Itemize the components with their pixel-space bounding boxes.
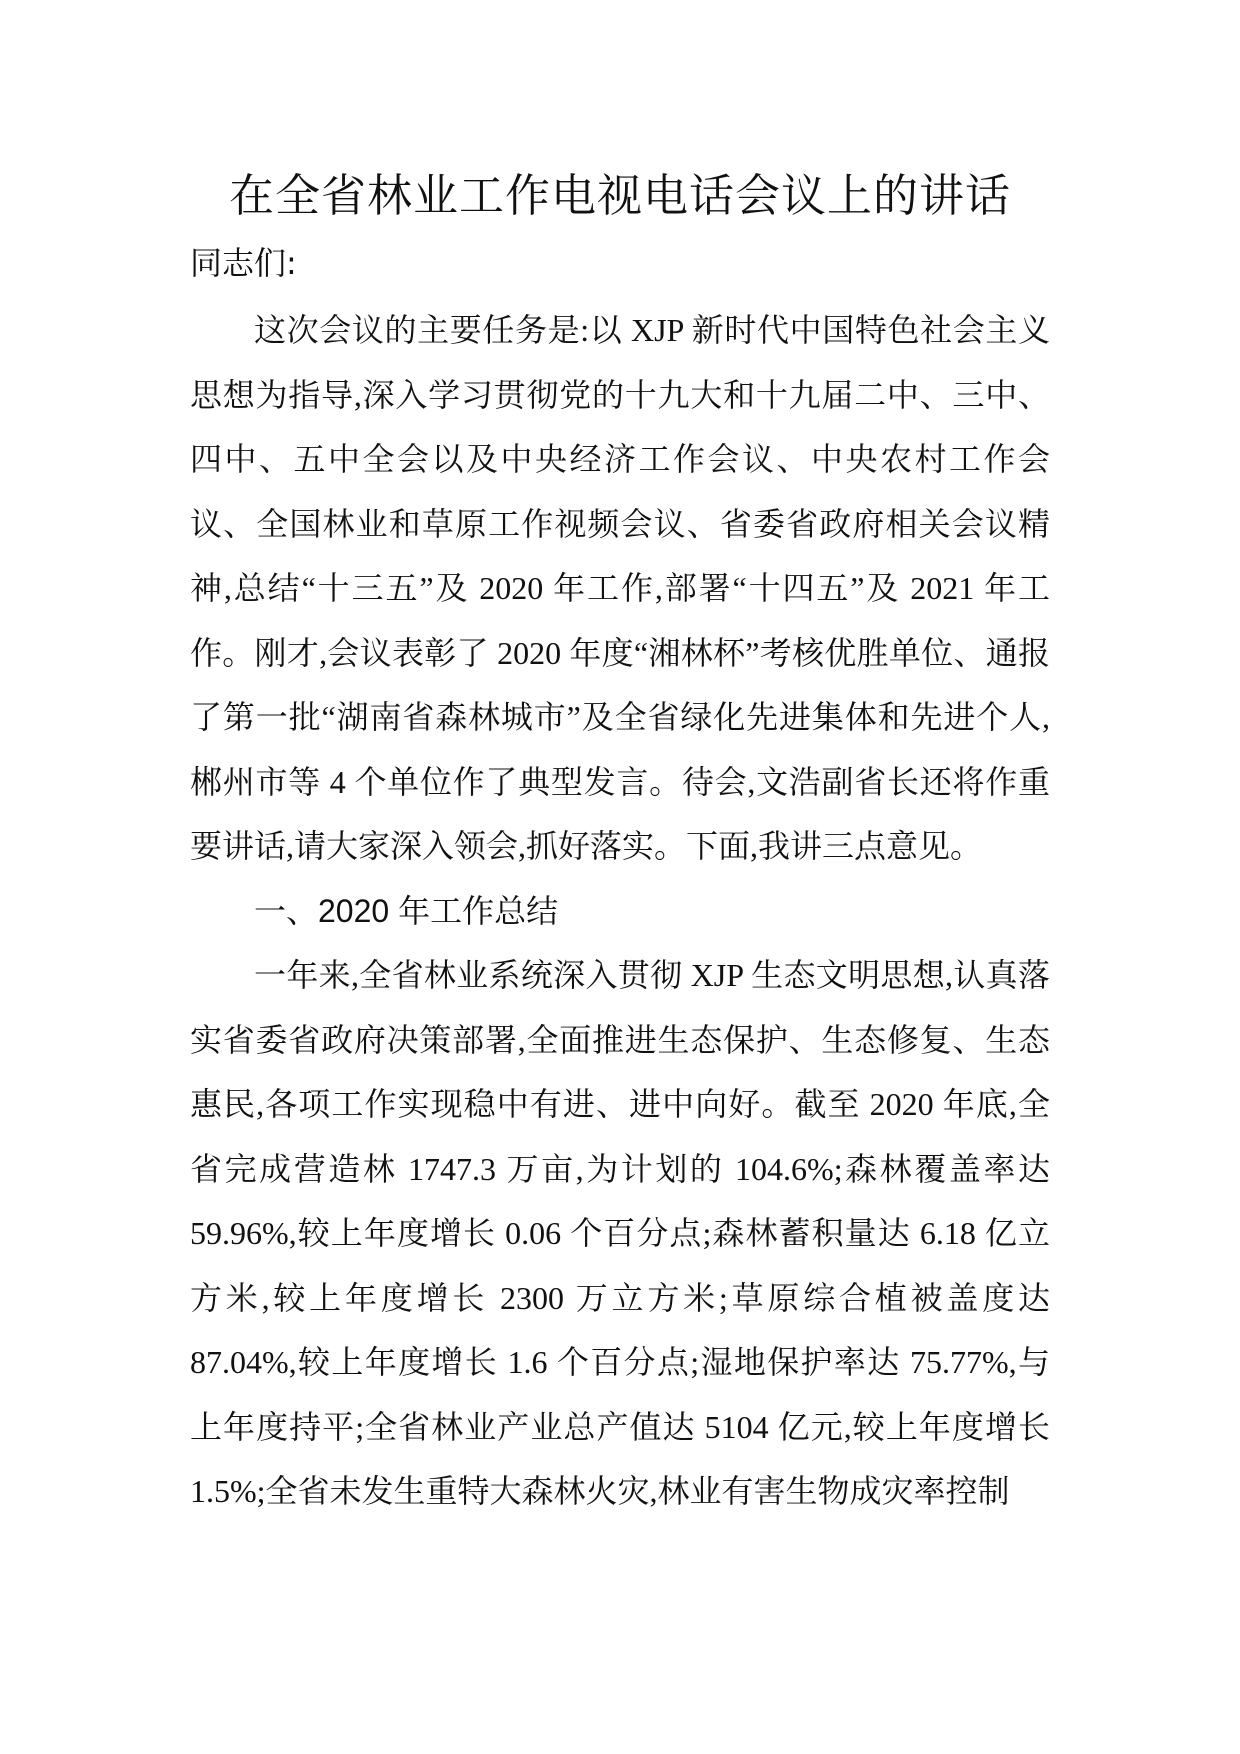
document-title: 在全省林业工作电视电话会议上的讲话 (228, 169, 1011, 222)
document-body (190, 298, 1050, 1524)
salutation: 同志们: (190, 244, 297, 282)
body-paragraph-intro: 这次会议的主要任务是:以 XJP 新时代中国特色社会主义思想为指导,深入学习贯彻党的十九大和十九届二中、三中、四中、五中全会以及中央经济工作会议、中央农村工作会议、全国林业和草原工作视频会议、省委省政府相关会议精神,总结“十三五”及 2020 年工作,部署“十四五”及 2021 年工作。刚才,会议表彰了 2020 年度“湘林杯”考核优胜单位、通报了第一批“湖南省森林城市”及全省绿化先进集体和先进个人,郴州市等 4 个单位作了典型发言。待会,文浩副省长还将作重要讲话,请大家深入领会,抓好落实。下面,我讲三点意见。 (190, 312, 1050, 864)
body-paragraph-summary: 一年来,全省林业系统深入贯彻 XJP 生态文明思想,认真落实省委省政府决策部署,全面推进生态保护、生态修复、生态惠民,各项工作实现稳中有进、进中向好。截至 2020 年底,全省完成营造林 1747.3 万亩,为计划的 104.6%;森林覆盖率达 59.96%,较上年度增长 0.06 个百分点;森林蓄积量达 6.18 亿立方米,较上年度增长 2300 万立方米;草原综合植被盖度达 87.04%,较上年度增长 1.6 个百分点;湿地保护率达 75.77%,与上年度持平;全省林业产业总产值达 5104 亿元,较上年度增长 1.5%;全省未发生重特大森林火灾,林业有害生物成灾率控制 (190, 957, 1050, 1509)
section-heading: 一、2020 年工作总结 (254, 892, 559, 929)
